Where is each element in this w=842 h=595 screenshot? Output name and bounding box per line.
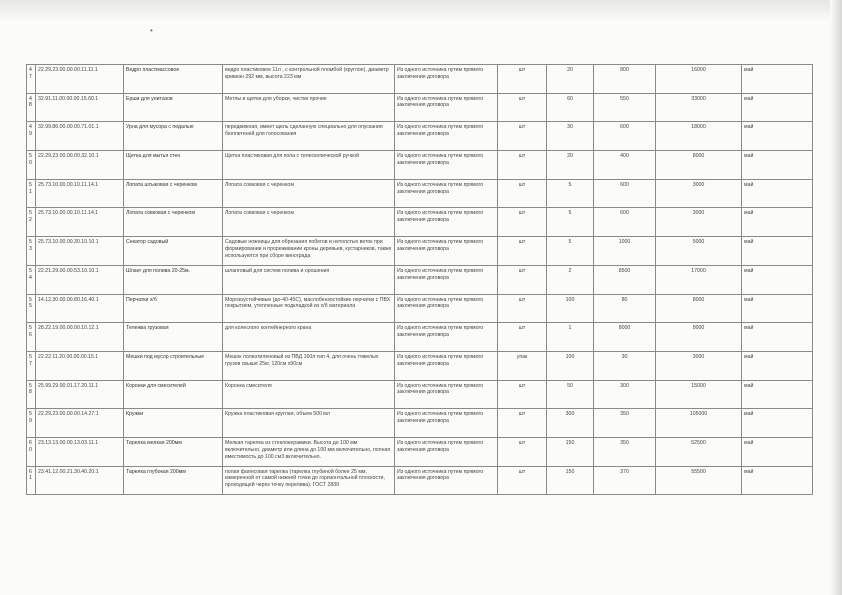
row-number: 50 [27, 151, 36, 180]
row-month: май [742, 351, 813, 380]
row-total: 16000 [656, 65, 742, 94]
row-description: Щетка пластиковая для пола с телескопической ручкой [223, 151, 395, 180]
row-item-name: Перчатки х/б [124, 294, 223, 323]
row-number: 56 [27, 323, 36, 352]
row-item-name: Мешки под мусор строительные [124, 351, 223, 380]
row-month: май [742, 323, 813, 352]
row-quantity: 30 [547, 122, 594, 151]
row-procurement-method: Из одного источника путем прямого заключения договора [395, 466, 498, 495]
row-procurement-method: Из одного источника путем прямого заключения договора [395, 65, 498, 94]
row-quantity: 5 [547, 208, 594, 237]
row-code: 22.29.23.00.00.00.32.10.1 [36, 151, 124, 180]
row-month: май [742, 294, 813, 323]
row-item-name: Ведро пластмассовое [124, 65, 223, 94]
row-procurement-method: Из одного источника путем прямого заключения договора [395, 437, 498, 466]
row-item-name: Тарелка мелкая 200мм [124, 437, 223, 466]
table-row [27, 323, 813, 352]
row-quantity: 2 [547, 265, 594, 294]
row-month: май [742, 380, 813, 409]
row-procurement-method: Из одного источника путем прямого заключения договора [395, 323, 498, 352]
row-price: 8500 [594, 265, 656, 294]
scan-shadow-top [0, 0, 842, 22]
row-unit: шт [498, 380, 547, 409]
row-description: полая фаянсовая тарелка (тарелка глубиной более 25 мм, измеренной от самой нижней точки до горизонтальной плоскости, проходящей через точку перелива). ГОСТ 2839 [223, 466, 395, 495]
table-body [27, 65, 813, 495]
row-month: май [742, 466, 813, 495]
row-month: май [742, 437, 813, 466]
row-unit: упак [498, 351, 547, 380]
row-code: 22.29.23.00.00.00.11.11.1 [36, 65, 124, 94]
row-total: 55500 [656, 466, 742, 495]
row-month: май [742, 265, 813, 294]
row-number: 57 [27, 351, 36, 380]
table-row [27, 437, 813, 466]
row-price: 600 [594, 122, 656, 151]
row-code: 28.22.19.00.00.00.10.12.1 [36, 323, 124, 352]
row-item-name: Кружки [124, 409, 223, 438]
row-number: 51 [27, 179, 36, 208]
row-month: май [742, 409, 813, 438]
row-number: 58 [27, 380, 36, 409]
row-unit: шт [498, 208, 547, 237]
row-quantity: 1 [547, 323, 594, 352]
row-item-name: Ерши для унитазов [124, 93, 223, 122]
row-quantity: 150 [547, 437, 594, 466]
row-item-name: Секатор садовый [124, 237, 223, 266]
row-procurement-method: Из одного источника путем прямого заключения договора [395, 93, 498, 122]
row-procurement-method: Из одного источника путем прямого заключения договора [395, 265, 498, 294]
row-description: Кружка пластиковая круглая, объем 500 мл [223, 409, 395, 438]
row-code: 25.99.29.00.01.17.20.11.1 [36, 380, 124, 409]
row-unit: шт [498, 237, 547, 266]
row-price: 350 [594, 437, 656, 466]
row-description: для колесного контейнерного крана [223, 323, 395, 352]
table-row [27, 294, 813, 323]
row-unit: шт [498, 437, 547, 466]
row-description: Морозоустойчивые (до-40-45С), маслобензостойкие перчатки с ПВХ покрытием, утепленные подкладкой из х/б материала [223, 294, 395, 323]
row-month: май [742, 208, 813, 237]
row-description: Коронка смесителя [223, 380, 395, 409]
row-code: 23.13.13.00.00.13.03.11.1 [36, 437, 124, 466]
row-total: 8000 [656, 151, 742, 180]
row-price: 400 [594, 151, 656, 180]
row-code: 14.12.30.00.00.80.16.40.1 [36, 294, 124, 323]
row-code: 22.22.11.20.00.00.00.15.1 [36, 351, 124, 380]
row-price: 8000 [594, 323, 656, 352]
scan-shadow-right [830, 0, 842, 595]
row-procurement-method: Из одного источника путем прямого заключения договора [395, 294, 498, 323]
row-code: 32.99.86.00.00.00.71.01.1 [36, 122, 124, 151]
row-code: 25.73.10.00.00.10.11.14.1 [36, 179, 124, 208]
row-unit: шт [498, 294, 547, 323]
row-unit: шт [498, 151, 547, 180]
row-procurement-method: Из одного источника путем прямого заключения договора [395, 237, 498, 266]
row-number: 55 [27, 294, 36, 323]
row-quantity: 5 [547, 237, 594, 266]
row-unit: шт [498, 179, 547, 208]
row-quantity: 20 [547, 151, 594, 180]
row-unit: шт [498, 409, 547, 438]
row-quantity: 100 [547, 294, 594, 323]
table-row [27, 151, 813, 180]
row-procurement-method: Из одного источника путем прямого заключения договора [395, 122, 498, 151]
row-description: Мелкая тарелка из стеклокерамики. Высота до 100 мм включительно, диаметр или длина до 100 мм включительно, полная вместимость до 100 см3 включительно. [223, 437, 395, 466]
row-description: передвижная, имеет щель сделанную специально для опускания бюллетеней для голосования [223, 122, 395, 151]
row-number: 48 [27, 93, 36, 122]
row-unit: шт [498, 323, 547, 352]
row-total: 5000 [656, 237, 742, 266]
table-row [27, 265, 813, 294]
row-price: 800 [594, 65, 656, 94]
row-description: ведро пластиковое 11л , с контрольной пломбой (круглое), диаметр кривизн 292 мм, высота 223 мм [223, 65, 395, 94]
row-month: май [742, 93, 813, 122]
row-price: 1000 [594, 237, 656, 266]
row-code: 25.73.10.00.00.30.10.10.1 [36, 237, 124, 266]
row-month: май [742, 237, 813, 266]
row-quantity: 20 [547, 65, 594, 94]
row-procurement-method: Из одного источника путем прямого заключения договора [395, 151, 498, 180]
row-description: шланговый для систем полива и орошения [223, 265, 395, 294]
row-month: май [742, 65, 813, 94]
table-row [27, 93, 813, 122]
row-price: 600 [594, 179, 656, 208]
row-unit: шт [498, 122, 547, 151]
table-row [27, 65, 813, 94]
table-row [27, 122, 813, 151]
row-total: 52500 [656, 437, 742, 466]
table-row [27, 208, 813, 237]
row-price: 370 [594, 466, 656, 495]
row-month: май [742, 122, 813, 151]
row-procurement-method: Из одного источника путем прямого заключения договора [395, 179, 498, 208]
row-quantity: 50 [547, 380, 594, 409]
row-price: 550 [594, 93, 656, 122]
row-price: 300 [594, 380, 656, 409]
row-total: 8000 [656, 323, 742, 352]
row-description: Мешок полиэтиленовый из ПВД 160л тип 4, для очень тяжелых грузов свыше 25кг, 120см х90см [223, 351, 395, 380]
row-quantity: 150 [547, 466, 594, 495]
row-month: май [742, 151, 813, 180]
row-number: 52 [27, 208, 36, 237]
row-total: 18000 [656, 122, 742, 151]
row-price: 80 [594, 294, 656, 323]
row-procurement-method: Из одного источника путем прямого заключения договора [395, 208, 498, 237]
row-unit: шт [498, 65, 547, 94]
row-procurement-method: Из одного источника путем прямого заключения договора [395, 380, 498, 409]
row-code: 25.73.10.00.00.10.11.14.1 [36, 208, 124, 237]
row-total: 33000 [656, 93, 742, 122]
row-total: 3000 [656, 351, 742, 380]
row-total: 8000 [656, 294, 742, 323]
table-row [27, 351, 813, 380]
table-row [27, 179, 813, 208]
row-price: 30 [594, 351, 656, 380]
row-total: 17000 [656, 265, 742, 294]
procurement-table [26, 64, 813, 495]
row-item-name: Тарелка глубокая 200мм [124, 466, 223, 495]
row-quantity: 300 [547, 409, 594, 438]
row-description: Садовые ножницы для обрезания побегов и нетолстых веток при формировании и прореживании кроны деревьев, кустарников, также используются при сборе винограда [223, 237, 395, 266]
row-total: 15000 [656, 380, 742, 409]
row-total: 3000 [656, 179, 742, 208]
row-number: 54 [27, 265, 36, 294]
row-quantity: 100 [547, 351, 594, 380]
row-unit: шт [498, 93, 547, 122]
row-code: 22.29.23.00.00.00.14.27.1 [36, 409, 124, 438]
row-item-name: Тележка грузовая [124, 323, 223, 352]
row-number: 59 [27, 409, 36, 438]
row-item-name: Лопата штыковая с черенком [124, 179, 223, 208]
row-price: 600 [594, 208, 656, 237]
row-item-name: Урна для мусора с педалью [124, 122, 223, 151]
row-total: 105000 [656, 409, 742, 438]
scan-speck: • [150, 26, 153, 35]
row-description: Лопата совковая с черенком [223, 208, 395, 237]
row-item-name: Лопата совковая с черенком [124, 208, 223, 237]
row-unit: шт [498, 265, 547, 294]
table-row [27, 380, 813, 409]
row-code: 32.91.11.00.00.00.15.60.1 [36, 93, 124, 122]
row-number: 49 [27, 122, 36, 151]
table-row [27, 466, 813, 495]
row-description: Лопата совковая с черенком [223, 179, 395, 208]
table-row [27, 237, 813, 266]
row-item-name: Шланг для полива 20-25м. [124, 265, 223, 294]
row-number: 60 [27, 437, 36, 466]
row-item-name: Коронки для смесителей [124, 380, 223, 409]
row-item-name: Щетка для мытья стен [124, 151, 223, 180]
row-number: 53 [27, 237, 36, 266]
row-quantity: 60 [547, 93, 594, 122]
row-number: 47 [27, 65, 36, 94]
table-row [27, 409, 813, 438]
row-quantity: 5 [547, 179, 594, 208]
row-description: Метлы и щетки для уборки, чистки прочие [223, 93, 395, 122]
row-code: 22.21.29.00.00.53.10.10.1 [36, 265, 124, 294]
row-procurement-method: Из одного источника путем прямого заключения договора [395, 351, 498, 380]
row-unit: шт [498, 466, 547, 495]
row-price: 350 [594, 409, 656, 438]
row-code: 23.41.12.00.21.30.40.20.1 [36, 466, 124, 495]
row-total: 3000 [656, 208, 742, 237]
row-number: 61 [27, 466, 36, 495]
row-month: май [742, 179, 813, 208]
row-procurement-method: Из одного источника путем прямого заключения договора [395, 409, 498, 438]
